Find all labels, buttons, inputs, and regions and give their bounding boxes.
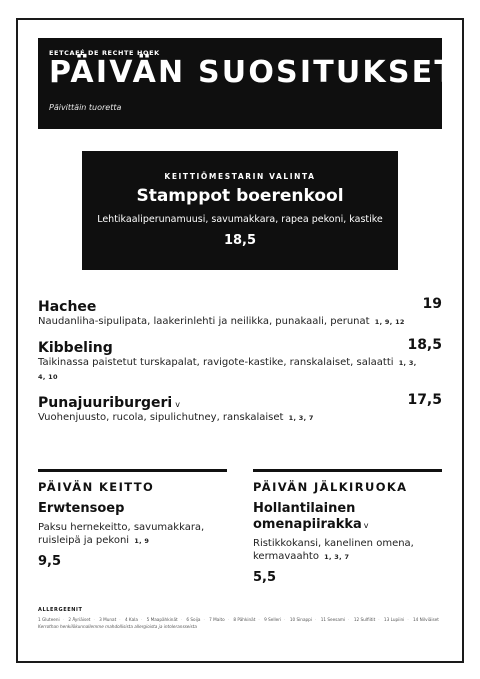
soup-name: Erwtensoep xyxy=(38,501,125,516)
vegetarian-flag: v xyxy=(175,400,180,409)
soup-allergens: 1, 9 xyxy=(134,537,150,545)
allergen-item: 8 Pähkinät xyxy=(233,617,256,622)
allergen-item: 11 Seesami xyxy=(320,617,346,622)
dish-allergens: 1, 3, 7 xyxy=(288,414,314,422)
allergen-item: 6 Soija xyxy=(186,617,201,622)
dish-price: 19 xyxy=(422,296,442,312)
dish-name: Kibbeling xyxy=(38,340,113,356)
dish-price: 18,5 xyxy=(407,337,442,353)
dish-price: 17,5 xyxy=(407,392,442,408)
soup-price: 9,5 xyxy=(38,554,62,569)
chefs-choice-label: KEITTIÖMESTARIN VALINTA xyxy=(164,172,316,181)
allergen-item: 5 Maapähkinät xyxy=(146,617,178,622)
dish-item xyxy=(38,392,442,425)
soup-section xyxy=(38,469,227,569)
brand-name: EETCAFÉ DE RECHTE HOEK xyxy=(49,49,160,57)
allergen-item: 2 Äyriäiset xyxy=(68,617,91,622)
dessert-name: Hollantilainen omenapiirakka xyxy=(253,501,362,532)
dish-allergens: 1, 9, 12 xyxy=(374,318,405,326)
allergen-item: 14 Nilviäiset xyxy=(413,617,439,622)
allergen-item: 3 Munat xyxy=(99,617,117,622)
page-title: PÄIVÄN SUOSITUKSET xyxy=(49,55,458,90)
allergen-item: 10 Sinappi xyxy=(289,617,312,622)
vegetarian-flag: v xyxy=(363,521,369,530)
allergen-item: 1 Gluteeni xyxy=(38,617,60,622)
soup-description: Paksu hernekeitto, savumakkara, ruisleipä ja pekoni xyxy=(38,522,205,546)
soup-section-title: PÄIVÄN KEITTO xyxy=(38,480,155,494)
dessert-section-title: PÄIVÄN JÄLKIRUOKA xyxy=(253,480,408,494)
section-divider xyxy=(38,469,227,472)
dish-description: Taikinassa paistetut turskapalat, ravigote-kastike, ranskalaiset, salaatti xyxy=(38,357,394,368)
dessert-section xyxy=(253,469,442,585)
dish-name: Hachee xyxy=(38,299,97,315)
allergen-item: 9 Selleri xyxy=(264,617,282,622)
section-divider xyxy=(253,469,442,472)
menu-header xyxy=(38,38,458,129)
dish-item xyxy=(38,337,442,384)
dish-description: Naudanliha-sipulipata, laakerinlehti ja neilikka, punakaali, perunat xyxy=(38,316,370,327)
chefs-choice-price: 18,5 xyxy=(223,233,257,248)
allergens-footer xyxy=(38,607,442,629)
dish-allergens: 1, 3, 4, 10 xyxy=(38,359,417,381)
chefs-choice-description: Lehtikaaliperunamuusi, savumakkara, rapea pekoni, kastike xyxy=(97,214,383,225)
dessert-description: Ristikkokansi, kanelinen omena, kermavaahto xyxy=(253,538,414,562)
chefs-choice-box xyxy=(82,151,398,270)
main-dishes-list xyxy=(38,296,442,433)
allergen-item: 13 Lupiini xyxy=(383,617,405,622)
allergens-list: 1 Gluteeni · 2 Äyriäiset · 3 Munat · 4 Kala · 5 Maapähkinät · 6 Soija · 7 Maito · 8 Pähkinät · 9 Selleri · 10 Sinappi · 11 Seesami · 12 Sulfiitit · 13 Lupiini · 14 Nilviäiset xyxy=(38,617,439,622)
dish-description: Vuohenjuusto, rucola, sipulichutney, ranskalaiset xyxy=(38,412,284,423)
allergen-item: 7 Maito xyxy=(209,617,225,622)
allergen-item: 12 Sulfiitit xyxy=(353,617,376,622)
dessert-price: 5,5 xyxy=(253,570,277,585)
dish-item xyxy=(38,296,442,329)
page-subtitle: Päivittäin tuoretta xyxy=(49,103,122,112)
allergens-note: Kerrothan henkilökunnallemme mahdollisista allergioista ja intoleransseista xyxy=(38,624,197,629)
dish-name: Punajuuriburgeri xyxy=(38,395,173,411)
chefs-choice-dish: Stamppot boerenkool xyxy=(136,186,344,206)
dessert-allergens: 1, 3, 7 xyxy=(324,553,350,561)
allergen-item: 4 Kala xyxy=(124,617,138,622)
allergens-title: ALLERGEENIT xyxy=(38,607,83,613)
